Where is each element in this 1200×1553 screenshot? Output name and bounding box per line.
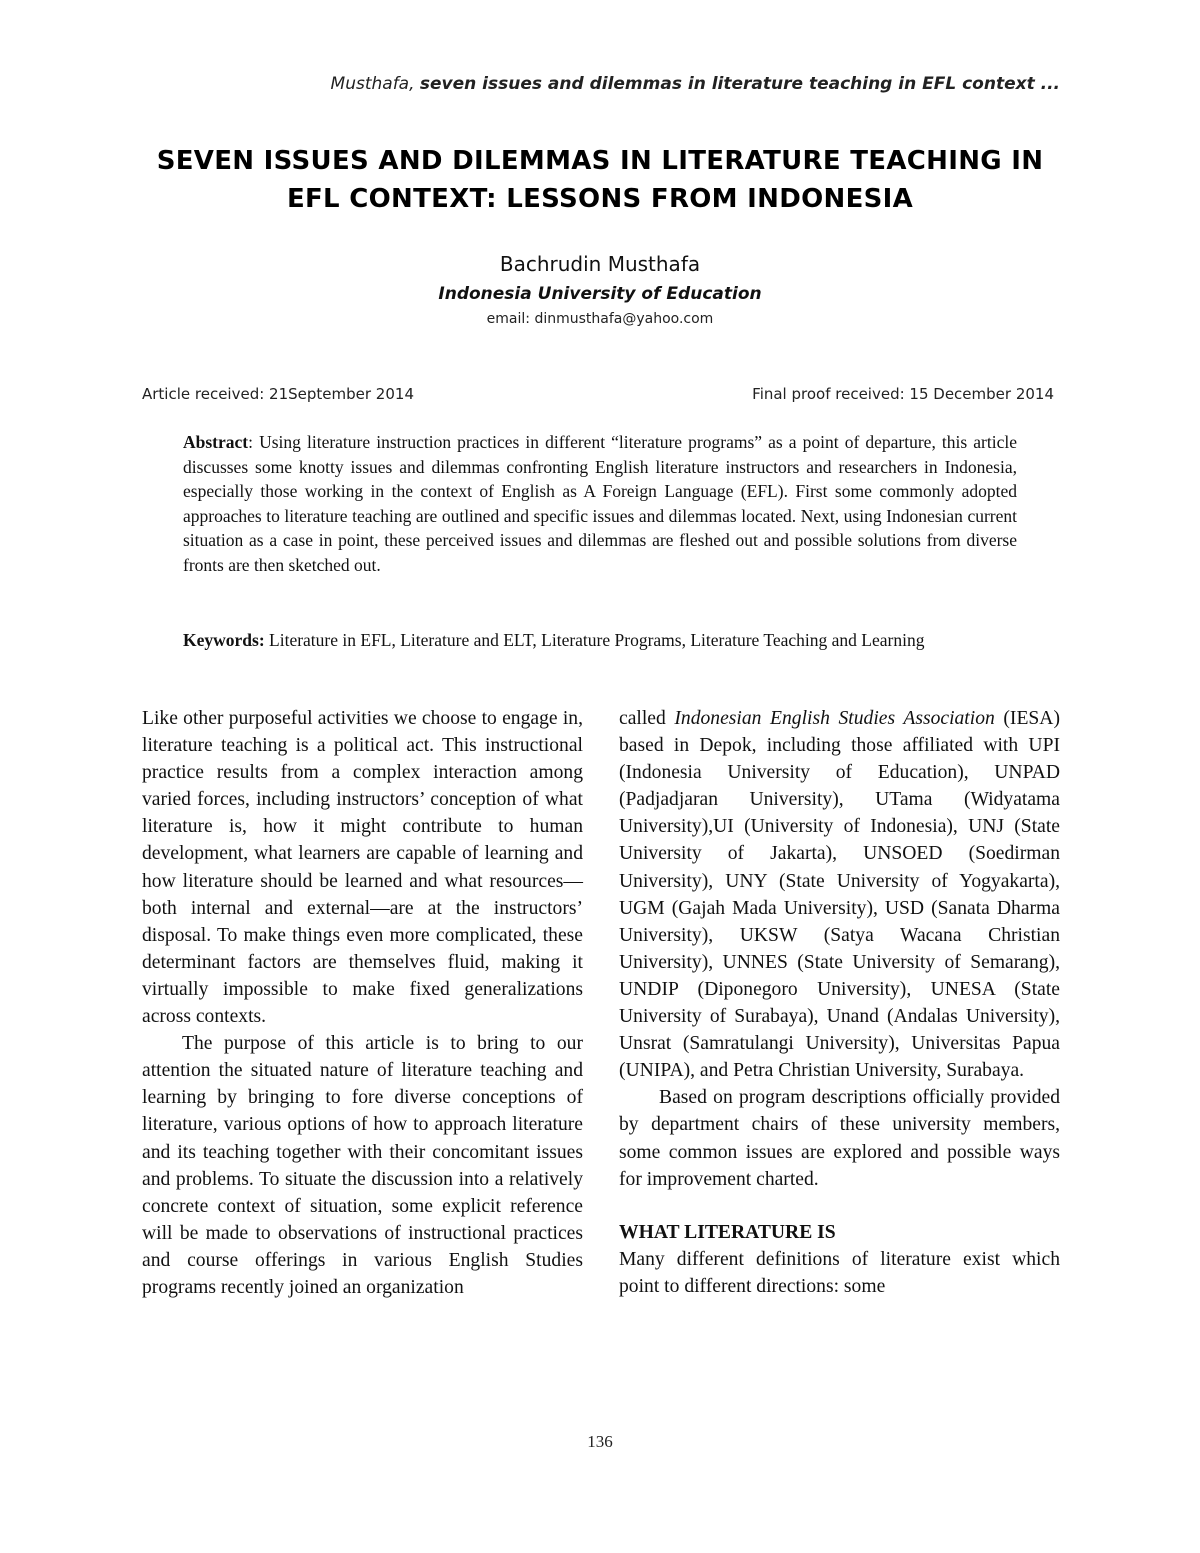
keywords (183, 628, 1017, 653)
organization-name: Indonesian English Studies Association (674, 708, 995, 729)
running-head-title: seven issues and dilemmas in literature teaching in EFL context ... (419, 74, 1060, 94)
body-paragraph: Like other purposeful activities we choose to engage in, literature teaching is a political act. This instructional practice results from a complex interaction among varied forces, including instructors’ conception of what literature is, how it might contribute to human development, what learners are capable of learning and how literature should be learned and what resources—both internal and external—are at the instructors’ disposal. To make things even more complicated, these determinant factors are themselves fluid, making it virtually impossible to make fixed generalizations across contexts. (142, 708, 583, 1028)
article-title-line-2: EFL CONTEXT: LESSONS FROM INDONESIA (286, 184, 914, 214)
running-head (331, 74, 1060, 94)
keywords-label: Keywords: (183, 630, 265, 650)
article-received-date: Article received: 21September 2014 (142, 385, 414, 403)
abstract-label: Abstract (183, 432, 249, 452)
section-heading: WHAT LITERATURE IS (619, 1221, 836, 1243)
author-name: Bachrudin Musthafa (499, 252, 701, 276)
abstract (183, 430, 1017, 578)
article-title-line-1: SEVEN ISSUES AND DILEMMAS IN LITERATURE TEACHING IN (156, 146, 1044, 176)
page-number: 136 (587, 1432, 613, 1451)
body-column-left (142, 705, 583, 1301)
body-paragraph (619, 705, 1060, 1084)
keywords-text: Literature in EFL, Literature and ELT, Literature Programs, Literature Teaching and Learning (264, 630, 925, 650)
article-title (100, 142, 1100, 218)
body-paragraph: Based on program descriptions officially provided by department chairs of these university members, some common issues are explored and possible ways for improvement charted. (619, 1087, 1060, 1190)
abstract-text: : Using literature instruction practices in different “literature programs” as a point of departure, this article discusses some knotty issues and dilemmas confronting English literature instructors and researchers in Indonesia, especially those working in the context of English as A Foreign Language (EFL). First some commonly adopted approaches to literature teaching are outlined and specific issues and dilemmas located. Next, using Indonesian current situation as a case in point, these perceived issues and dilemmas are fleshed out and possible solutions from diverse fronts are then sketched out. (183, 432, 1017, 575)
paragraph-text: (IESA) based in Depok, including those affiliated with UPI (Indonesia University of Education), UNPAD (Padjadjaran University), UTama (Widyatama University),UI (University of Indonesia), UNJ (State University of Jakarta), UNSOED (Soedirman University), UNY (State University of Yogyakarta), UGM (Gajah Mada University), USD (Sanata Dharma University), UKSW (Satya Wacana Christian University), UNNES (State University of Semarang), UNDIP (Diponegoro University), UNESA (State University of Surabaya), Unand (Andalas University), Unsrat (Samratulangi University), Universitas Papua (UNIPA), and Petra Christian University, Surabaya. (619, 708, 1060, 1082)
running-head-author: Musthafa, (330, 74, 415, 94)
final-proof-date: Final proof received: 15 December 2014 (752, 385, 1054, 403)
body-column-right (619, 705, 1060, 1300)
author-email: email: dinmusthafa@yahoo.com (486, 311, 714, 327)
body-paragraph: The purpose of this article is to bring to our attention the situated nature of literature teaching and learning by bringing to fore diverse conceptions of literature, various options of how to approach literature and its teaching together with their concomitant issues and problems. To situate the discussion into a relatively concrete context of situation, some explicit reference will be made to observations of instructional practices and course offerings in various English Studies programs recently joined an organization (142, 1033, 583, 1298)
paragraph-lead-text: called (619, 708, 675, 729)
author-affiliation: Indonesia University of Education (438, 284, 762, 304)
body-paragraph: Many different definitions of literature exist which point to different directions: some (619, 1248, 1060, 1297)
